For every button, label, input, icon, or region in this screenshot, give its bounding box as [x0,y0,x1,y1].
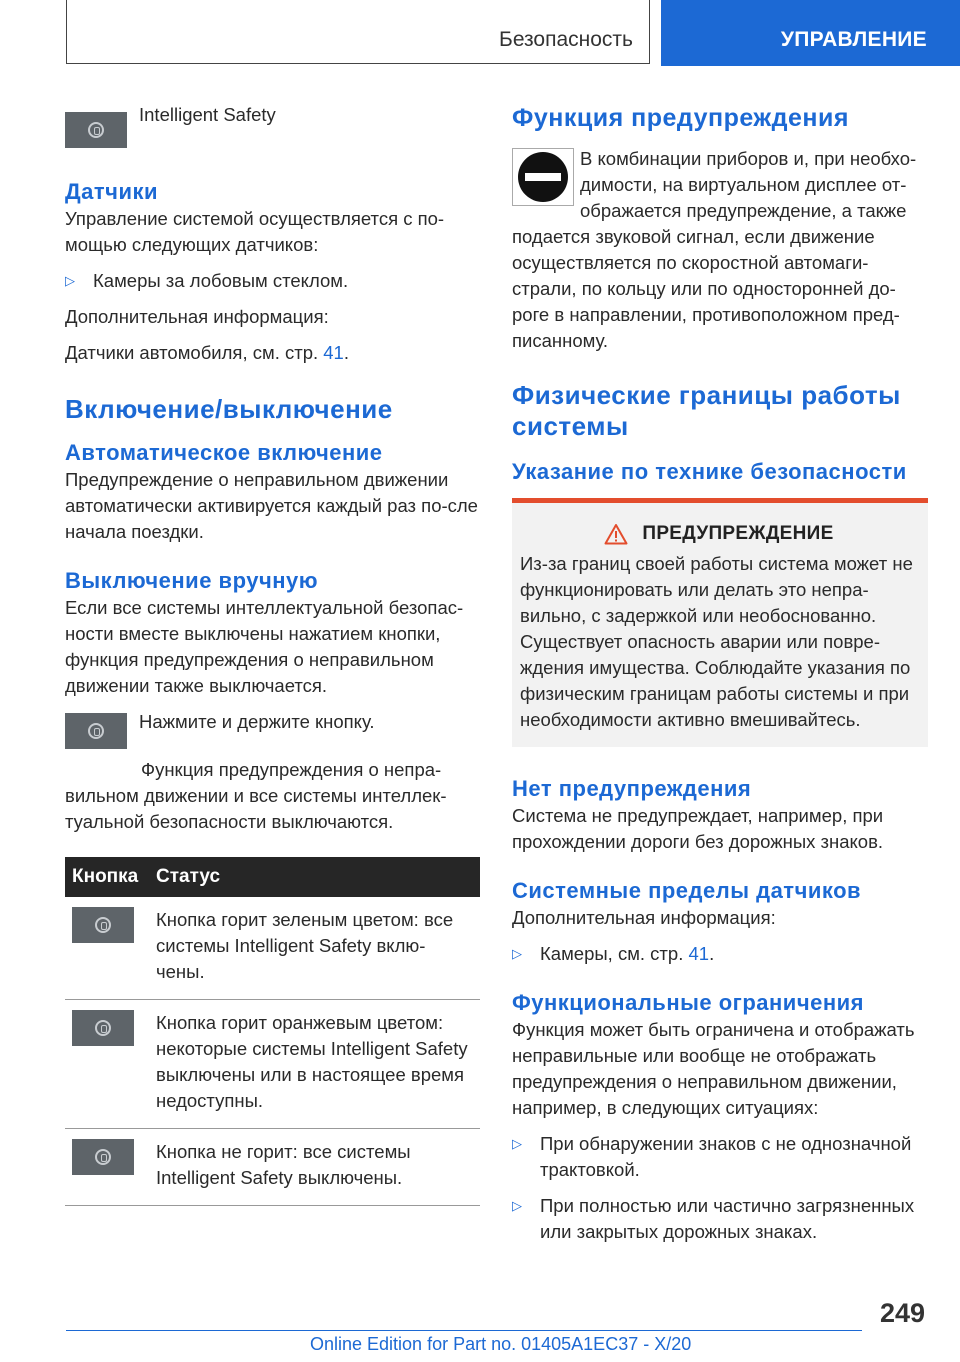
button-green-icon [72,907,134,943]
warning-function-text-b: подается звуковой сигнал, если движение осуществляется по скоростной автомаги-страли, по кольцу или по односторонней до-роге в направлении, противоположном пред-писанному. [512,226,900,351]
intelligent-safety-button-icon [65,713,127,749]
footer-edition: Online Edition for Part no. 01405A1EC37 - X/20 [310,1334,692,1354]
intro-label: Intelligent Safety [139,104,276,125]
warning-header [520,523,918,545]
intelligent-safety-button-icon [65,112,127,148]
limits-heading: Физические границы работы системы [512,380,901,441]
sensor-limits-heading: Системные пределы датчиков [512,878,862,903]
warning-triangle-icon [604,523,628,545]
auto-heading: Автоматическое включение [65,440,383,465]
page-link[interactable]: 41 [688,943,710,964]
left-column [65,96,480,1206]
status-table [65,857,480,1206]
manual-step-row [65,709,480,749]
more-info-label: Дополнительная информация: [65,306,329,327]
table-row: Кнопка горит оранжевым цветом: некоторые системы Intelligent Safety выключены или в настоящее время недоступны. [65,1000,480,1129]
table-row: Кнопка не горит: все системы Intelligent Safety выключены. [65,1129,480,1206]
list-item: ▷ При полностью или частично загрязненных или закрытых дорожных знаках. [512,1193,928,1245]
button-off-icon [72,1139,134,1175]
sensors-text: Управление системой осуществляется с по-мощью следующих датчиков: [65,208,445,255]
warning-text: Из-за границ своей работы система может не функционировать или делать это непра-вильно, с задержкой или необоснованно. Существует опасность аварии или повре-ждения имущества. Соблюдайте указания по физическим границам работы системы и при необходимости активно вмешивайтесь. [520,553,913,730]
auto-text: Предупреждение о неправильном движении автоматически активируется каждый раз по-сле начала поездки. [65,469,478,542]
page-link[interactable]: 41 [323,342,344,363]
section-tab [66,0,650,64]
warning-function-heading: Функция предупреждения [512,104,849,132]
page-number: 249 [880,1298,926,1328]
table-header-status: Статус [149,857,480,897]
footer-divider [66,1330,862,1331]
manual-result: Функция предупреждения о непра-вильном движении и все системы интеллек-туальной безопасности выключаются. [65,759,447,832]
onoff-heading: Включение/выключение [65,394,393,424]
more-info-label: Дополнительная информация: [512,907,776,928]
functional-limits-heading: Функциональные ограничения [512,990,864,1015]
warning-function-text-a: В комбинации приборов и, при необхо-димости, на виртуальном дисплее от-ображается предупреждение, а также [580,148,917,221]
button-orange-icon [72,1010,134,1046]
table-header-row [65,857,480,897]
no-warning-text: Система не предупреждает, например, при прохождении дороги без дорожных знаков. [512,805,884,852]
triangle-bullet-icon: ▷ [512,1198,522,1213]
table-row: Кнопка горит зеленым цветом: все системы Intelligent Safety вклю-чены. [65,897,480,1000]
list-item: ▷ Камеры, см. стр. 41. [512,941,928,967]
triangle-bullet-icon: ▷ [512,946,522,961]
triangle-bullet-icon: ▷ [512,1136,522,1151]
manual-step: Нажмите и держите кнопку. [139,711,375,732]
manual-text: Если все системы интеллектуальной безопас-ности вместе выключены нажатием кнопки, функция предупреждения о неправильном движении также выключается. [65,597,464,696]
manual-heading: Выключение вручную [65,568,319,593]
warning-label: ПРЕДУПРЕЖДЕНИЕ [642,523,834,544]
no-entry-sign-icon [512,148,574,206]
functional-limits-text: Функция может быть ограничена и отображать неправильные или вообще не отображать предупреждения о неправильном движении, например, в следующих ситуациях: [512,1019,915,1118]
sensors-reference: Датчики автомобиля, см. стр. 41. [65,342,349,363]
triangle-bullet-icon: ▷ [65,273,75,288]
sensors-heading: Датчики [65,179,159,204]
intro-row [65,96,480,148]
section-title: Безопасность [499,28,633,51]
list-item: ▷ При обнаружении знаков с не однозначной трактовкой. [512,1131,928,1183]
list-item: ▷ Камеры за лобовым стеклом. [65,268,480,294]
table-header-button: Кнопка [65,857,149,897]
chapter-title: УПРАВЛЕНИЕ [780,28,927,51]
page-header [0,0,960,66]
safety-heading: Указание по технике безопасности [512,459,907,484]
chapter-tab [661,0,960,66]
warning-box [512,498,928,747]
warning-function-row [512,146,928,224]
right-column [512,96,928,1255]
no-warning-heading: Нет предупреждения [512,776,752,801]
